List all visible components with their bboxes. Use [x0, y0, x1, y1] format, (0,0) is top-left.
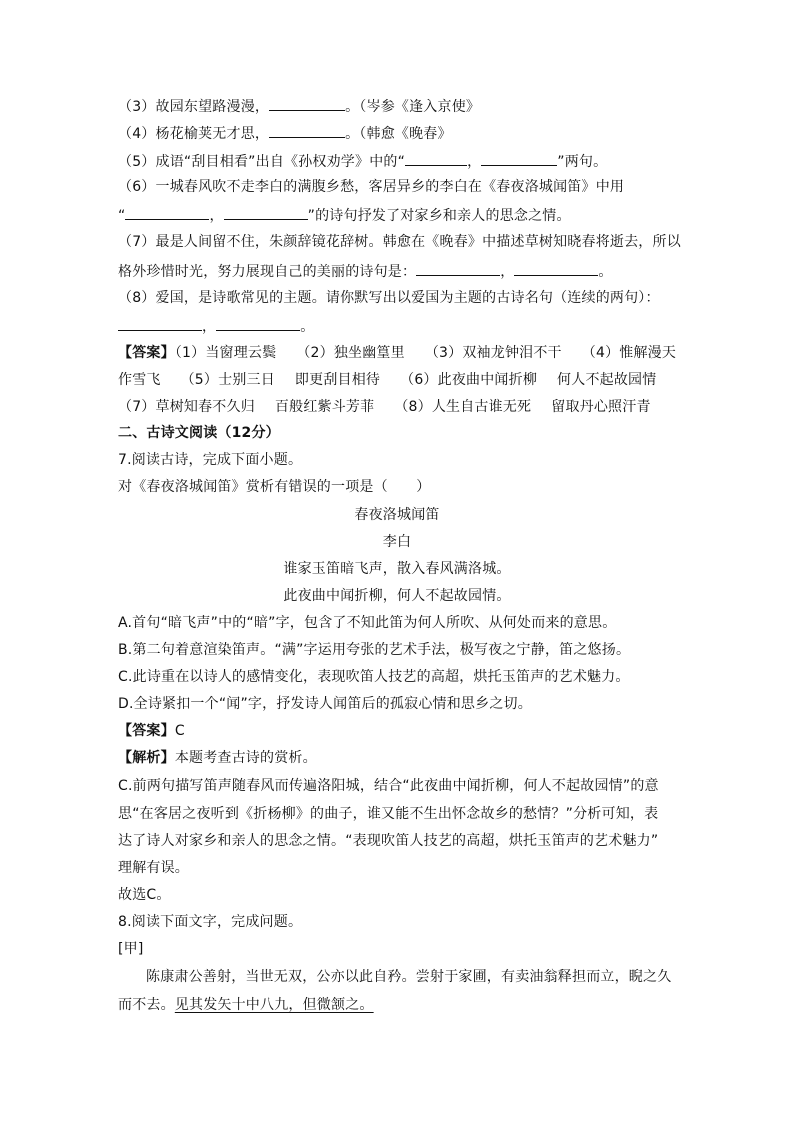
item-text: ，: [467, 154, 482, 170]
answer-7: [118, 722, 698, 740]
answer-item: （1）当窗理云鬓: [174, 345, 277, 361]
answer-item: （3）双袖龙钟泪不干: [424, 345, 562, 361]
answer-blank[interactable]: [224, 205, 308, 220]
explanation-line: C.前两句描写笛声随春风而传遍洛阳城，结合“此夜曲中闻折柳，何人不起故园情”的意: [118, 778, 659, 794]
item-text: ，: [209, 208, 224, 224]
answer-blank[interactable]: [216, 316, 300, 331]
answer-row-1: [118, 344, 698, 362]
item-text: （3）故园东望路漫漫，: [118, 99, 270, 115]
answer-blank[interactable]: [405, 151, 467, 166]
answer-item: （6）此夜曲中闻折柳: [400, 372, 538, 388]
item-text: 。（岑参《逢入京使》: [345, 99, 481, 115]
explanation-line: 理解有误。: [118, 860, 189, 876]
analysis-7: [118, 749, 698, 767]
question-7-prompt: 对《春夜洛城闻笛》赏析有错误的一项是（ ）: [118, 479, 431, 495]
fill-item-4: [118, 123, 698, 143]
option-d: D.全诗紧扣一个“闻”字，抒发诗人闻笛后的孤寂心情和思乡之切。: [118, 696, 532, 712]
answer-row-3: [118, 398, 698, 416]
poem-title: 春夜洛城闻笛: [354, 507, 440, 523]
answer-item: （7）草树知春不久归: [118, 399, 255, 415]
item-text: 。（韩愈《晚春》: [345, 126, 452, 142]
conclusion: 故选C。: [118, 887, 171, 903]
item-text: ，: [500, 264, 515, 280]
answer-item: 作雪飞: [118, 372, 161, 388]
answer-blank[interactable]: [416, 261, 500, 276]
passage-line: 陈康肃公善射，当世无双，公亦以此自矜。尝射于家圃，有卖油翁释担而立，睨之久: [146, 969, 672, 985]
analysis-label: 【解析】: [118, 750, 175, 766]
answer-value: C: [174, 723, 185, 739]
question-7-stem: 7.阅读古诗，完成下面小题。: [118, 452, 303, 468]
question-8-stem: 8.阅读下面文字，完成问题。: [118, 914, 303, 930]
option-a: A.首句“暗飞声”中的“暗”字，包含了不知此笛为何人所吹、从何处而来的意思。: [118, 615, 617, 631]
section-heading: 二、古诗文阅读（12分）: [118, 425, 280, 441]
fill-item-7-line2: [118, 261, 698, 281]
answer-label: 【答案】: [118, 345, 175, 361]
underlined-sentence: 见其发矢十中八九，但微颔之。: [174, 997, 374, 1013]
fill-item-8-line2: [118, 316, 698, 336]
passage-text: 而不去。: [118, 997, 175, 1013]
answer-row-2: [118, 371, 698, 389]
answer-label: 【答案】: [118, 723, 175, 739]
answer-blank[interactable]: [269, 123, 345, 138]
poem-author: 李白: [382, 534, 412, 550]
fill-item-6-line1: （6）一城春风吹不走李白的满腹乡愁，客居异乡的李白在《春夜洛城闻笛》中用: [118, 179, 625, 195]
poem-line: 谁家玉笛暗飞声，散入春风满洛城。: [283, 561, 511, 577]
fill-item-7-line1: （7）最是人间留不住，朱颜辞镜花辞树。韩愈在《晚春》中描述草树知晓春将逝去，所以: [118, 234, 681, 250]
answer-item: （4）惟解漫天: [581, 345, 677, 361]
answer-item: 百般红紫斗芳菲: [274, 399, 375, 415]
answer-blank[interactable]: [118, 316, 202, 331]
answer-item: 留取丹心照汗青: [551, 399, 651, 415]
item-text: “: [118, 208, 126, 224]
item-text: 。: [598, 264, 613, 280]
option-b: B.第二句着意渲染笛声。“满”字运用夸张的艺术手法，极写夜之宁静，笛之悠扬。: [118, 642, 631, 658]
option-c: C.此诗重在以诗人的感情变化，表现吹笛人技艺的高超，烘托玉笛声的艺术魅力。: [118, 669, 630, 685]
item-text: （5）成语“刮目相看”出自《孙权劝学》中的“: [118, 154, 406, 170]
explanation-line: 思“在客居之夜听到《折杨柳》的曲子，谁又能不生出怀念故乡的愁情？”分析可知，表: [118, 806, 659, 822]
fill-item-3: [118, 96, 698, 116]
analysis-text: 本题考查古诗的赏析。: [174, 750, 317, 766]
item-text: ”两句。: [557, 154, 608, 170]
passage-line: [118, 996, 698, 1014]
item-text: 。: [300, 319, 315, 335]
fill-item-6-line2: [118, 205, 698, 225]
fill-item-8-line1: （8）爱国，是诗歌常见的主题。请你默写出以爱国为主题的古诗名句（连续的两句）：: [118, 290, 660, 306]
explanation-line: 达了诗人对家乡和亲人的思念之情。“表现吹笛人技艺的高超，烘托玉笛声的艺术魅力”: [118, 833, 659, 849]
answer-blank[interactable]: [514, 261, 598, 276]
answer-item: （8）人生自古谁无死: [394, 399, 532, 415]
answer-item: （2）独坐幽篁里: [296, 345, 405, 361]
answer-item: 即更刮目相待: [294, 372, 381, 388]
poem-line: 此夜曲中闻折柳，何人不起故园情。: [283, 588, 511, 604]
answer-item: （5）士别三日: [180, 372, 275, 388]
answer-blank[interactable]: [269, 96, 345, 111]
passage-label: [甲]: [118, 941, 144, 957]
answer-blank[interactable]: [481, 151, 557, 166]
item-text: ”的诗句抒发了对家乡和亲人的思念之情。: [307, 208, 571, 224]
item-text: 格外珍惜时光，努力展现自己的美丽的诗句是：: [118, 264, 417, 280]
item-text: ，: [202, 319, 217, 335]
answer-item: 何人不起故园情: [557, 372, 657, 388]
item-text: （4）杨花榆荚无才思，: [118, 126, 270, 142]
fill-item-5: [118, 151, 698, 171]
answer-blank[interactable]: [125, 205, 209, 220]
